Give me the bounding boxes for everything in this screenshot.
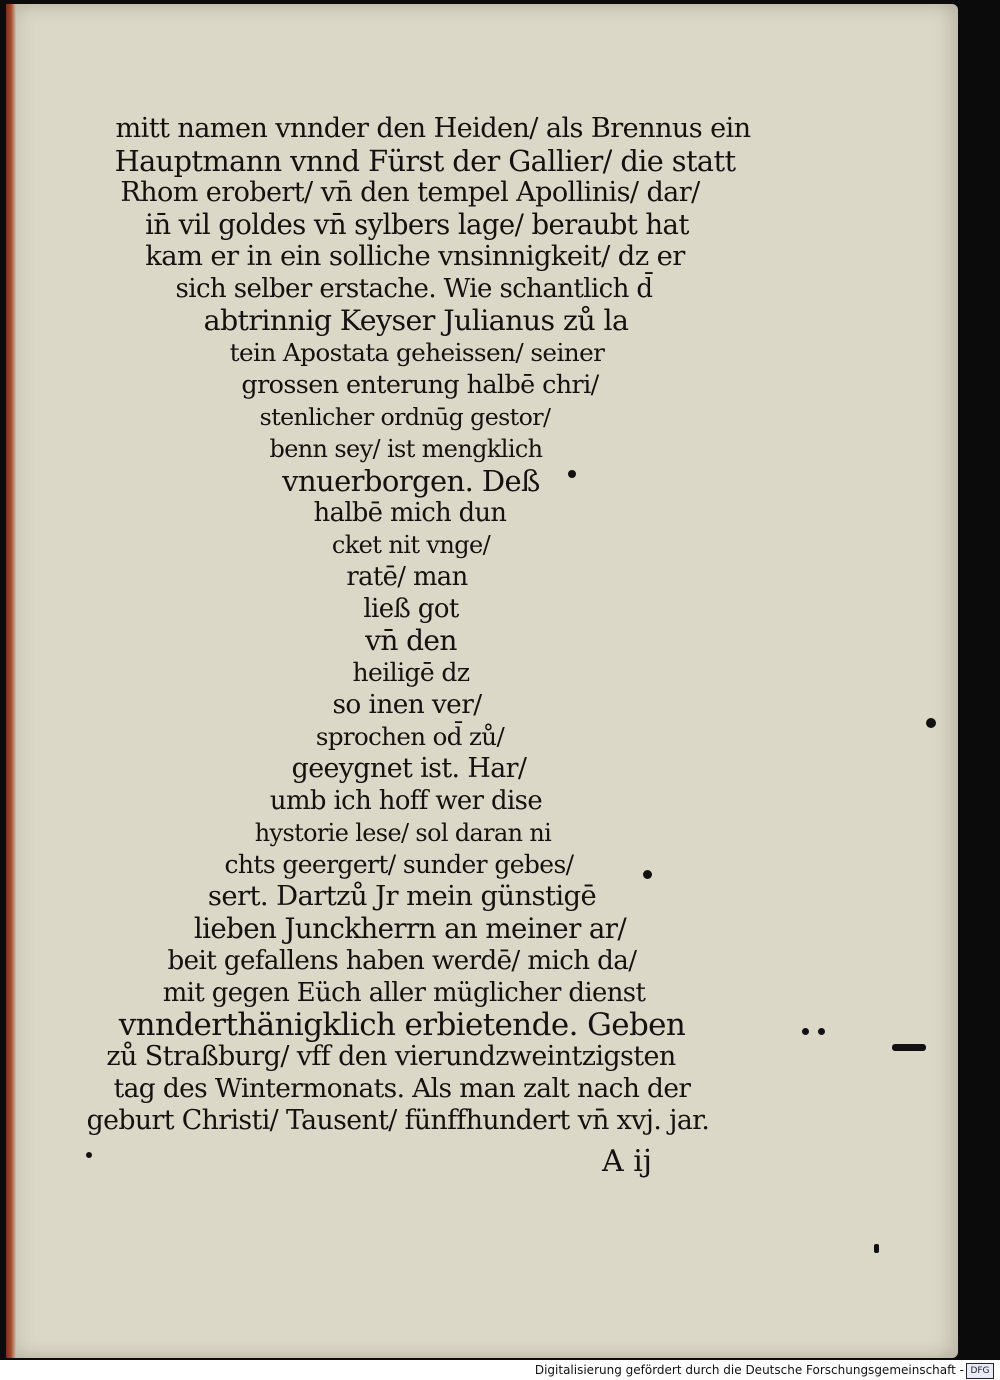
text-block	[6, 4, 958, 1358]
text-line: ließ got	[363, 594, 459, 624]
ink-speck	[874, 1244, 879, 1253]
text-line: halbē mich dun	[313, 498, 507, 528]
text-line: heiligē dz	[352, 658, 470, 687]
text-line: stenlicher ordnūg gestor/	[259, 403, 551, 431]
text-line: kam er in ein solliche vnsinnigkeit/ dz er	[145, 241, 685, 272]
text-line: vn̄ den	[365, 624, 457, 657]
text-line: grossen enterung halbē chri/	[241, 370, 599, 400]
text-line: mitt namen vnnder den Heiden/ als Brennus ein	[115, 113, 751, 144]
text-line: geburt Christi/ Tausent/ fünffhundert vn̄ xvj. jar.	[86, 1105, 710, 1136]
text-line: sert. Dartzů Jr mein günstigē	[207, 881, 597, 912]
text-line: ratē/ man	[346, 562, 468, 592]
ink-speck	[643, 870, 652, 879]
ink-speck	[802, 1028, 809, 1035]
text-line: beit gefallens haben werdē/ mich da/	[167, 946, 637, 976]
text-line: hystorie lese/ sol daran ni	[254, 819, 552, 847]
text-line: cket nit vnge/	[331, 531, 491, 559]
text-line: Hauptmann vnnd Fürst der Gallier/ die statt	[114, 144, 736, 178]
page-signature: A ij	[602, 1144, 653, 1179]
text-line: benn sey/ ist mengklich	[269, 435, 543, 463]
book-page	[6, 4, 958, 1358]
ink-speck	[926, 718, 936, 728]
text-line: vnnderthänigklich erbietende. Geben	[118, 1007, 686, 1043]
text-line: tag des Wintermonats. Als man zalt nach der	[113, 1073, 691, 1104]
text-line: tein Apostata geheissen/ seiner	[229, 338, 605, 367]
text-line: vnuerborgen. Deß	[282, 464, 540, 498]
text-line: chts geergert/ sunder gebes/	[224, 850, 574, 879]
text-line: umb ich hoff wer dise	[269, 786, 543, 816]
ink-speck	[568, 470, 576, 478]
text-line: abtrinnig Keyser Julianus zů la	[203, 304, 629, 337]
ink-speck	[818, 1028, 825, 1035]
text-line: so inen ver/	[332, 690, 482, 720]
dfg-logo: DFG	[966, 1363, 994, 1379]
text-line: mit gegen Eüch aller müglicher dienst	[162, 978, 646, 1008]
digitization-footer	[0, 1360, 1000, 1380]
ink-speck	[86, 1152, 92, 1158]
ink-speck	[892, 1044, 926, 1051]
text-line: sich selber erstache. Wie schantlich d̄	[175, 274, 653, 304]
text-line: Rhom erobert/ vn̄ den tempel Apollinis/ dar/	[120, 177, 700, 208]
footer-credit: Digitalisierung gefördert durch die Deutsche Forschungsgemeinschaft -	[534, 1363, 964, 1377]
text-line: in̄ vil goldes vn̄ sylbers lage/ beraubt hat	[145, 209, 689, 241]
text-line: lieben Junckherrn an meiner ar/	[193, 912, 627, 945]
text-line: geeygnet ist. Har/	[291, 753, 527, 784]
text-line: zů Straßburg/ vff den vierundzweintzigsten	[106, 1041, 676, 1072]
text-line: sprochen od̄ zů/	[315, 722, 505, 751]
